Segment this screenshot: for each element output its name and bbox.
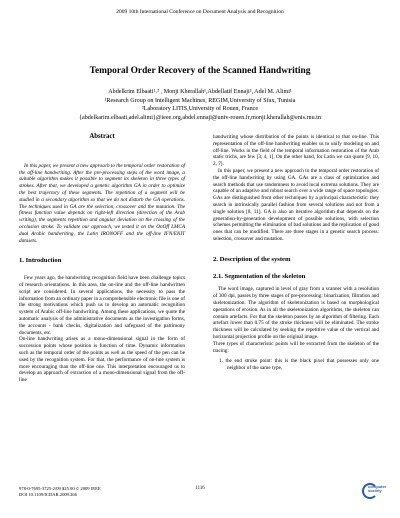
page-number: 1116 — [195, 486, 205, 491]
affiliation-2: ²Laboratory LITIS,University of Rouen, France — [141, 106, 259, 113]
logo-text-line: computer — [368, 484, 387, 489]
abstract-heading: Abstract — [89, 133, 115, 140]
body-paragraph: handwriting whose distribution of the points is identical to that on-line. This representation of the off-line handwriting enables us to unify modeling on and off-line. Works in the field of the temporal information restoration of the Arab static trichs, are few [3, 4, 1]. On the other hand, for Latin we can quote [9, 10, 2, 7]. — [213, 134, 379, 168]
right-column — [213, 134, 379, 372]
author-emails: {abdelkarim.elbaati,adel.alimi}@ieee.org,abdel.ennaji@univ-rouen.fr,monji.kherallah@enis.rnu.tn — [79, 114, 321, 121]
section-heading-system: 2. Description of the system — [213, 255, 291, 263]
introduction-paragraph: Few years ago, the handwriting recognition field have been challenge topics of research orientations. In this area, the on-line and the off-line handwritten script are considered. In several applications, the necessity to pass the information from an ordinary paper in a comprehensible electronic file is one of the strong motivations which push us to develop an automatic recognition system of Arabic off-line handwriting. Among these applications, we quote the automatic analysis of the administrative documents as the investigation forms, the accounts - bank checks, digitalization and safeguard of the patrimony documents, etc. — [19, 275, 185, 336]
affiliation-1: ¹Research Group on Intelligent Machines, REGIM,University of Sfax, Tunisia — [104, 97, 296, 104]
abstract-body — [19, 163, 185, 245]
list-item: 1. the end stroke point: this is the black pixel that possesses only one neighbor of the same type, — [219, 358, 379, 372]
body-paragraph: Three types of characteristic points will be extracted from the skeleton of the tracing: — [213, 340, 379, 354]
copyright-line: 978-0-7695-3725-2/09 $25.00 © 2009 IEEE — [19, 486, 101, 491]
doi-line: DOI 10.1109/ICDAR.2009.266 — [19, 492, 78, 497]
computer-society-logo — [362, 483, 387, 499]
body-paragraph: In this paper, we present a new approach to the temporal order restoration of the off-line handwriting by using GA. GAs are a class of optimization and search methods that use randomness to avoid local extrema solutions. They are capable of an adaptive and robust search over a wide range of space topologies. GAs are distinguished from other techniques by a principal characteristic: they search in intrinsically parallel fashion from several solutions and not from a single solution [8, 11]. GA is also an iterative algorithm that depends on the generation-by-generation development of possible solutions, with selection schemes permitting the elimination of bad solutions and the replication of good ones that can be modified. There are three stages in a genetic search process: selection, crossover and mutation. — [213, 167, 379, 242]
introduction-paragraph: On-line handwriting arises as a mono-dimensional signal in the form of succession points whose position is function of time. Dynamic information such as the temporal order of the points as well as the speed of the pen can be used by the recognition system. For that, the performance of on-line system is more encouraging than the off-line one. This interpretation encouraged us to develop an approach of extraction of a mono-dimensional signal from the off-line — [19, 336, 185, 384]
paper-title: Temporal Order Recovery of the Scanned Handwriting — [89, 66, 311, 76]
section-heading-introduction: 1. Introduction — [19, 257, 62, 265]
left-column — [19, 134, 185, 384]
subsection-heading-segmentation: 2.1. Segmentation of the skeleton — [213, 272, 306, 280]
logo-text-line: society — [368, 488, 382, 494]
abstract-paragraph: In this paper, we present a new approach to the temporal order restoration of the off-line handwriting. After the pre-processing steps of the word image, a suitable algorithm makes it possible to segment its skeleton in three types of strokes. After that, we developed a genetic algorithm GA in order to optimize the best trajectory of these segments. The repetition of a segment will be studied in a secondary algorithm so that we do not disturb the GA operations. The techniques used in GA are the selection, crossover and the mutation. The fitness function value depends on right-left direction (direction of the Arab writing), the segments repetition and angular deviation on the crossing of the occlusion stroke. To validate our approach, we tested it on the OnOff LMCA dual Arabic handwriting, the Latin IRONOFF and the off-line IFN/ENIT datasets. — [19, 162, 185, 244]
author-block — [20, 88, 380, 122]
body-paragraph: The word image, captured in level of gray from a scanner with a resolution of 300 dpi, passes by three stages of pre-processing: binarization, filtration and skeletonization. The algorithm of skeletonization is based on morphological operations of erosion. As in all the skeletonization algorithms, the skeleton can contain artefacts. For that the skeleton passes by an algorithm of filtering. Each artefact lower than 0.75 of the stroke thickness will be eliminated. The stroke thickness will be calculated by seeking the repetitive value of the vertical and horizontal projection profile on the original image. — [213, 286, 379, 340]
author-names: Abdelkrim Elbaati¹˒² , Monji Kherallah¹,Abdellatif Ennaji², Adel M. Alimi¹ — [108, 89, 292, 95]
conference-header: 2009 10th International Conference on Document Analysis and Recognition — [116, 9, 284, 15]
